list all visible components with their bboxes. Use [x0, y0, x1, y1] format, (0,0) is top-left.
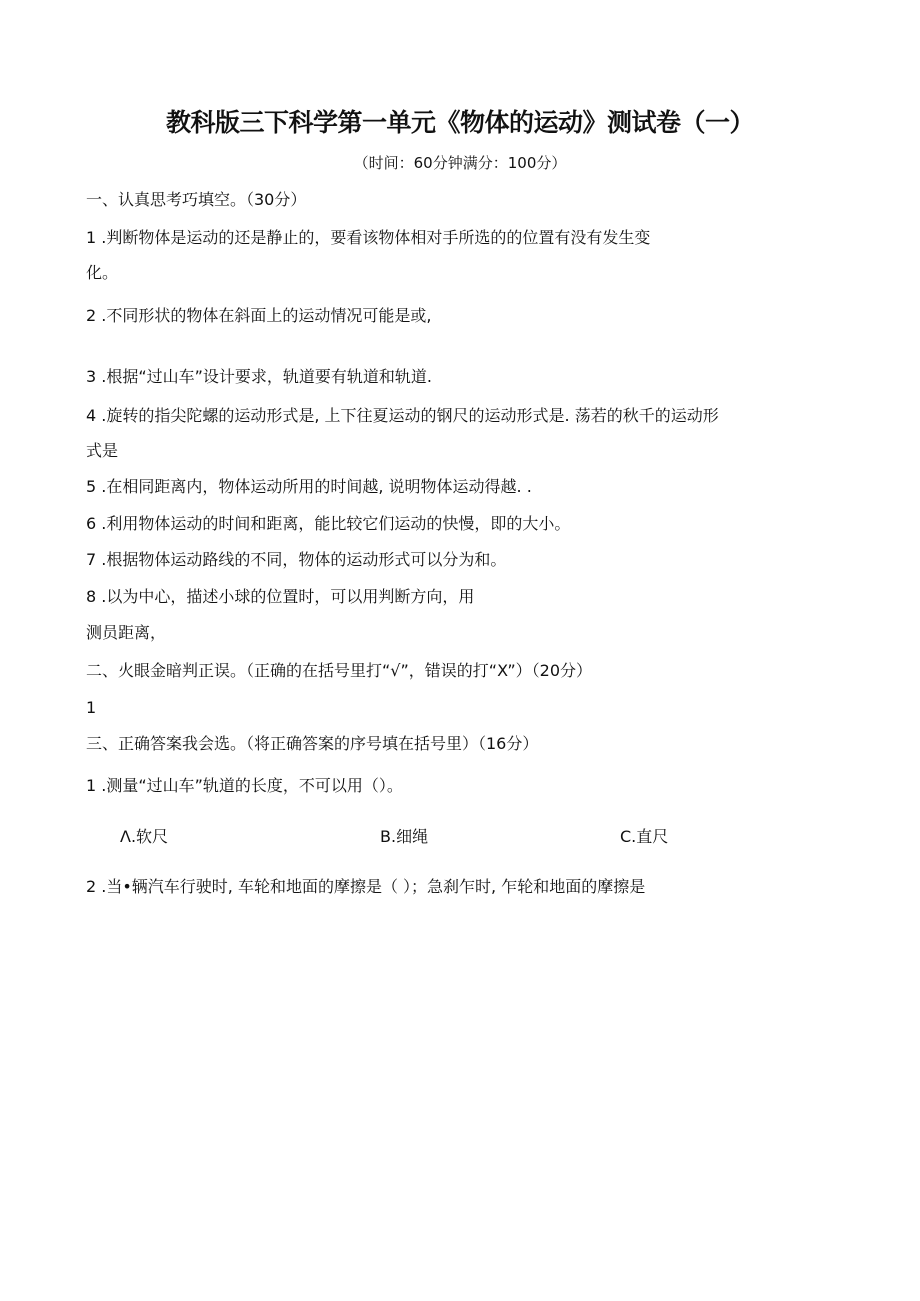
- question-1-1-line2: 化。: [86, 263, 119, 282]
- option-a: Λ.软尺: [120, 827, 169, 846]
- exam-info: （时间：60分钟满分：100分）: [353, 154, 567, 172]
- option-c: C.直尺: [620, 827, 669, 846]
- question-1-6: 6 .利用物体运动的时间和距离，能比较它们运动的快慢，即的大小。: [86, 514, 571, 533]
- question-3-1: 1 .测量“过山车”轨道的长度，不可以用（）。: [86, 776, 403, 795]
- option-b: B.细绳: [380, 827, 429, 846]
- question-1-8-line2: 测员距离，: [86, 623, 167, 642]
- section-1-heading: 一、认真思考巧填空。（30分）: [86, 190, 307, 209]
- question-1-3: 3 .根据“过山车”设计要求，轨道要有轨道和轨道.: [86, 367, 433, 386]
- page-title: 教科版三下科学第一单元《物体的运动》测试卷（一）: [165, 108, 754, 137]
- question-1-2: 2 .不同形状的物体在斜面上的运动情况可能是或,: [86, 306, 432, 325]
- question-1-4-line1: 4 .旋转的指尖陀螺的运动形式是, 上下往夏运动的钢尺的运动形式是. 荡若的秋千的运动形: [86, 406, 719, 425]
- question-1-1-line1: 1 .判断物体是运动的还是静止的，要看该物体相对手所选的的位置有没有发生变: [86, 228, 651, 247]
- question-1-7: 7 .根据物体运动路线的不同，物体的运动形式可以分为和。: [86, 550, 507, 569]
- question-3-2: 2 .当•辆汽车行驶时, 车轮和地面的摩擦是（ ）；急刹乍时, 乍轮和地面的摩擦是: [86, 877, 646, 896]
- section-2-heading: 二、火眼金暗判正误。（正确的在括号里打“√”，错误的打“X”）（20分）: [86, 661, 593, 680]
- question-1-4-line2: 式是: [86, 441, 119, 460]
- question-1-5: 5 .在相同距离内，物体运动所用的时间越, 说明物体运动得越. .: [86, 477, 532, 496]
- section-3-heading: 三、正确答案我会选。（将正确答案的序号填在括号里）（16分）: [86, 734, 539, 753]
- question-2-1: 1: [86, 698, 97, 717]
- question-1-8-line1: 8 .以为中心，描述小球的位置时，可以用判断方向，用: [86, 587, 475, 606]
